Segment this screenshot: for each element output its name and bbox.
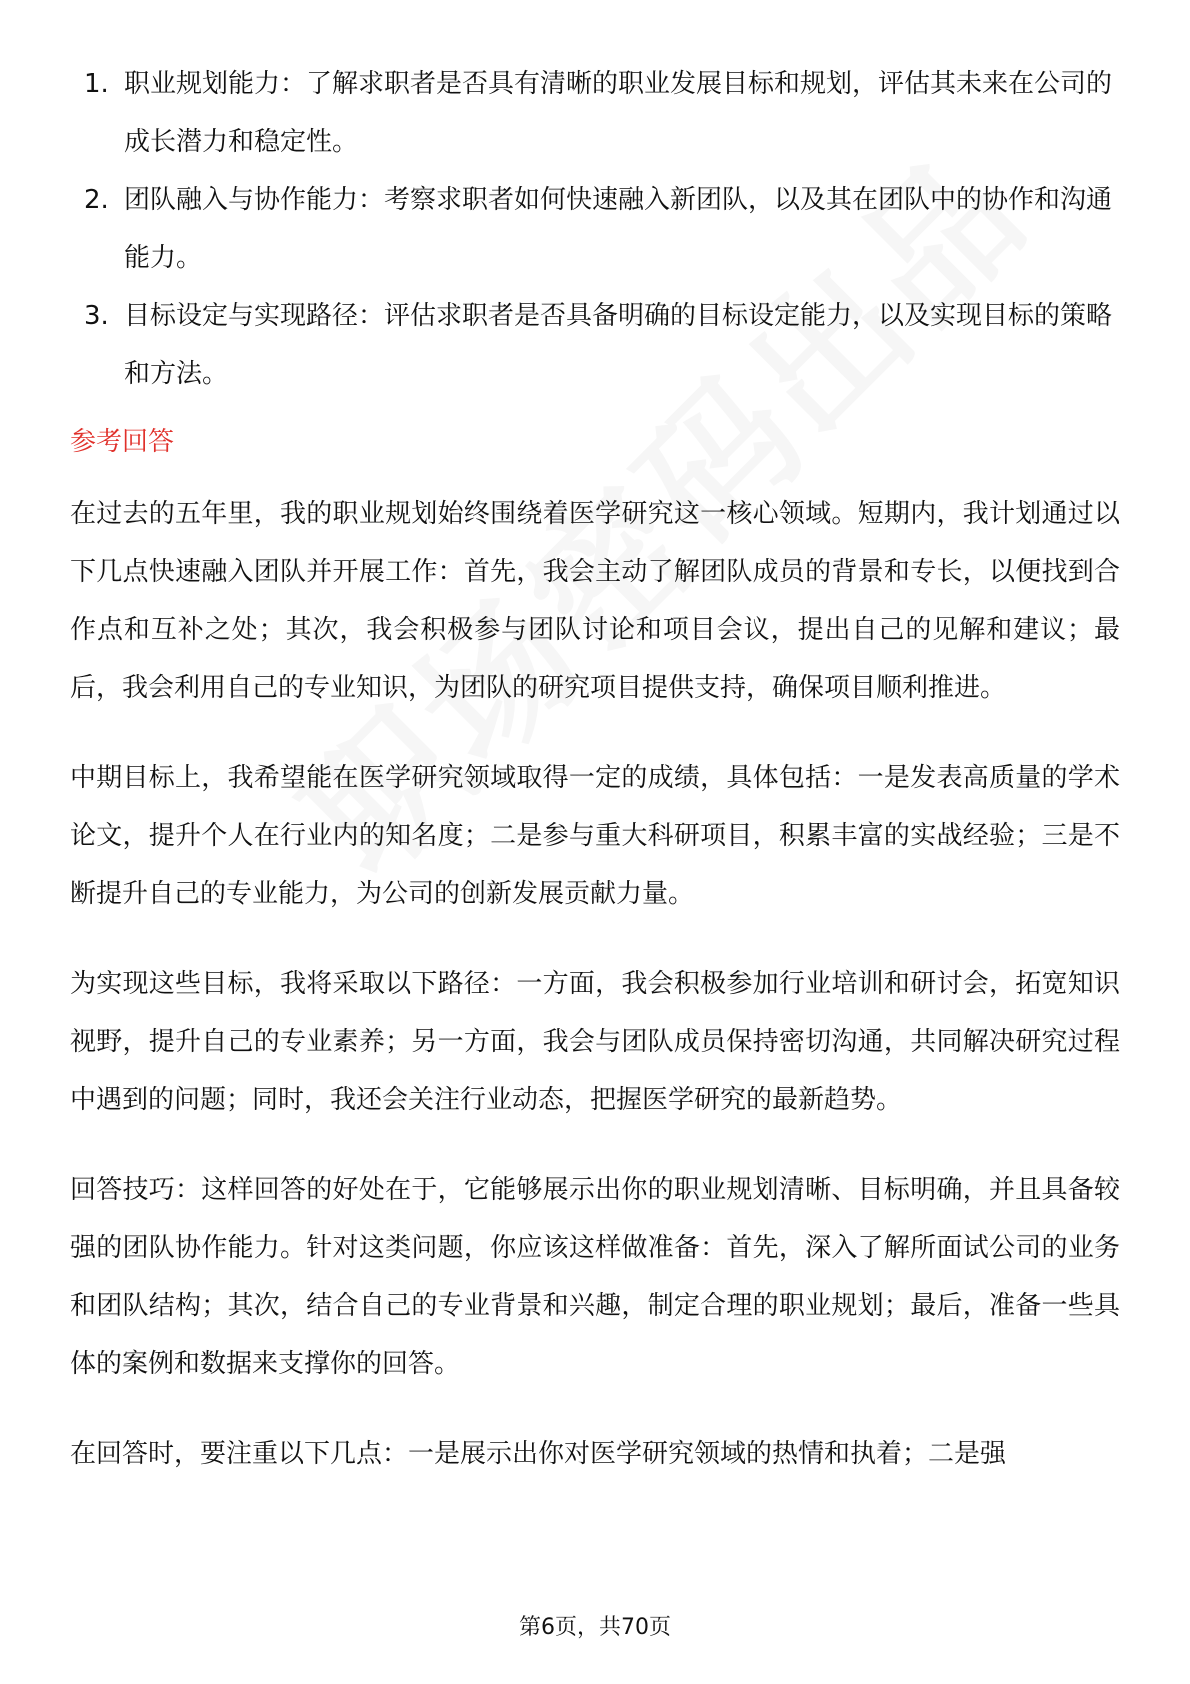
- paragraph: 中期目标上，我希望能在医学研究领域取得一定的成绩，具体包括：一是发表高质量的学术论文，提升个人在行业内的知名度；二是参与重大科研项目，积累丰富的实战经验；三是不断提升自己的专业能力，为公司的创新发展贡献力量。: [70, 763, 1120, 909]
- page-number: 第6页，共70页: [519, 1615, 671, 1640]
- paragraph: 在过去的五年里，我的职业规划始终围绕着医学研究这一核心领域。短期内，我计划通过以下几点快速融入团队并开展工作：首先，我会主动了解团队成员的背景和专长，以便找到合作点和互补之处；其次，我会积极参与团队讨论和项目会议，提出自己的见解和建议；最后，我会利用自己的专业知识，为团队的研究项目提供支持，确保项目顺利推进。: [70, 499, 1120, 703]
- section-title: 参考回答: [70, 427, 175, 457]
- paragraph: 为实现这些目标，我将采取以下路径：一方面，我会积极参加行业培训和研讨会，拓宽知识视野，提升自己的专业素养；另一方面，我会与团队成员保持密切沟通，共同解决研究过程中遇到的问题；同时，我还会关注行业动态，把握医学研究的最新趋势。: [70, 969, 1120, 1115]
- list-item-number: 3.: [84, 301, 109, 331]
- list-item: [70, 55, 1120, 171]
- list-item-number: 2.: [84, 185, 109, 215]
- list-item-text: 目标设定与实现路径：评估求职者是否具备明确的目标设定能力，以及实现目标的策略和方法。: [124, 301, 1113, 389]
- list-item-text: 团队融入与协作能力：考察求职者如何快速融入新团队，以及其在团队中的协作和沟通能力。: [124, 185, 1113, 273]
- paragraph: 回答技巧：这样回答的好处在于，它能够展示出你的职业规划清晰、目标明确，并且具备较强的团队协作能力。针对这类问题，你应该这样做准备：首先，深入了解所面试公司的业务和团队结构；其次，结合自己的专业背景和兴趣，制定合理的职业规划；最后，准备一些具体的案例和数据来支撑你的回答。: [70, 1175, 1120, 1379]
- list-item-text: 职业规划能力：了解求职者是否具有清晰的职业发展目标和规划，评估其未来在公司的成长潜力和稳定性。: [124, 69, 1113, 157]
- list-item: [70, 171, 1120, 287]
- paragraph: 在回答时，要注重以下几点：一是展示出你对医学研究领域的热情和执着；二是强: [70, 1439, 1007, 1469]
- document-body: [70, 55, 1120, 1515]
- list-item-number: 1.: [84, 69, 109, 99]
- list-item: [70, 287, 1120, 403]
- criteria-list: [70, 55, 1120, 403]
